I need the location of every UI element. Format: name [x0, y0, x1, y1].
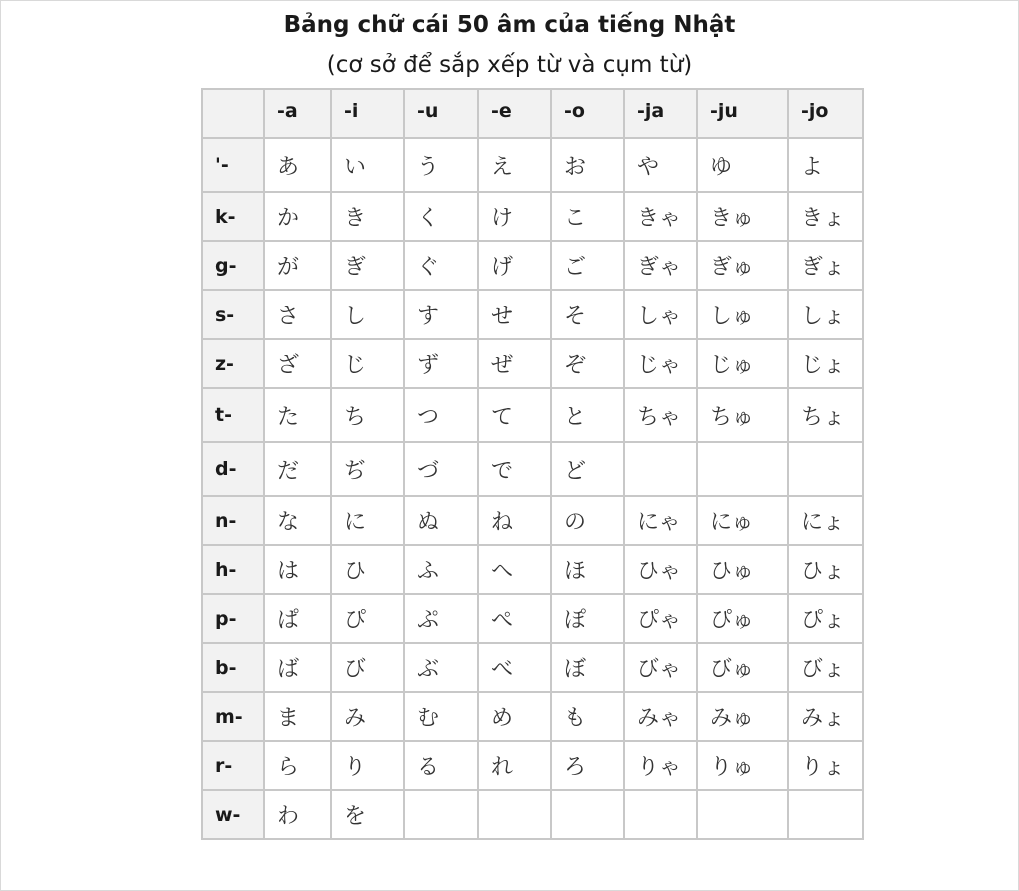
kana-cell: て — [478, 388, 551, 442]
kana-cell: つ — [404, 388, 478, 442]
kana-cell: お — [551, 138, 624, 192]
kana-cell: しゅ — [697, 290, 788, 339]
kana-cell: さ — [264, 290, 331, 339]
kana-cell: きょ — [788, 192, 863, 241]
kana-cell: ど — [551, 442, 624, 496]
kana-cell: ちゅ — [697, 388, 788, 442]
kana-cell — [697, 790, 788, 839]
kana-cell: ぎゅ — [697, 241, 788, 290]
kana-cell: りゅ — [697, 741, 788, 790]
kana-cell: ろ — [551, 741, 624, 790]
kana-cell: じゃ — [624, 339, 697, 388]
kana-cell: ぎょ — [788, 241, 863, 290]
row-header: '- — [202, 138, 264, 192]
kana-cell: ふ — [404, 545, 478, 594]
kana-cell: りょ — [788, 741, 863, 790]
kana-cell: ひ — [331, 545, 404, 594]
table-row — [202, 594, 863, 643]
kana-cell: ぴ — [331, 594, 404, 643]
kana-table — [201, 88, 864, 840]
kana-cell: じゅ — [697, 339, 788, 388]
kana-cell: せ — [478, 290, 551, 339]
kana-cell: ほ — [551, 545, 624, 594]
row-header: b- — [202, 643, 264, 692]
kana-cell — [624, 442, 697, 496]
kana-cell: が — [264, 241, 331, 290]
kana-cell: ぞ — [551, 339, 624, 388]
kana-cell: し — [331, 290, 404, 339]
kana-cell: い — [331, 138, 404, 192]
kana-cell: じょ — [788, 339, 863, 388]
kana-cell: で — [478, 442, 551, 496]
kana-cell: よ — [788, 138, 863, 192]
kana-cell: ざ — [264, 339, 331, 388]
kana-cell: ぷ — [404, 594, 478, 643]
row-header: h- — [202, 545, 264, 594]
kana-cell: ゆ — [697, 138, 788, 192]
kana-cell: ひょ — [788, 545, 863, 594]
kana-cell — [788, 790, 863, 839]
kana-cell: びょ — [788, 643, 863, 692]
kana-cell: む — [404, 692, 478, 741]
kana-cell: に — [331, 496, 404, 545]
page-subtitle: (cơ sở để sắp xếp từ và cụm từ) — [326, 52, 693, 78]
kana-cell: にょ — [788, 496, 863, 545]
column-header-jo: -jo — [788, 89, 863, 138]
row-header: t- — [202, 388, 264, 442]
kana-cell: だ — [264, 442, 331, 496]
kana-cell: しゃ — [624, 290, 697, 339]
kana-cell: ば — [264, 643, 331, 692]
row-header: p- — [202, 594, 264, 643]
kana-cell: を — [331, 790, 404, 839]
table-body — [202, 138, 863, 839]
kana-cell: な — [264, 496, 331, 545]
kana-cell: ぴゅ — [697, 594, 788, 643]
kana-cell: ご — [551, 241, 624, 290]
table-row — [202, 741, 863, 790]
kana-cell: り — [331, 741, 404, 790]
column-header-ju: -ju — [697, 89, 788, 138]
kana-cell: ぶ — [404, 643, 478, 692]
table-row — [202, 241, 863, 290]
kana-cell: みゃ — [624, 692, 697, 741]
kana-cell: びゃ — [624, 643, 697, 692]
kana-cell: ぜ — [478, 339, 551, 388]
kana-cell: ね — [478, 496, 551, 545]
kana-cell: ぐ — [404, 241, 478, 290]
column-header-i: -i — [331, 89, 404, 138]
table-row — [202, 290, 863, 339]
kana-cell: ぴゃ — [624, 594, 697, 643]
kana-cell: みょ — [788, 692, 863, 741]
row-header: d- — [202, 442, 264, 496]
kana-cell: や — [624, 138, 697, 192]
kana-cell: ぽ — [551, 594, 624, 643]
table-row — [202, 138, 863, 192]
kana-cell: ぴょ — [788, 594, 863, 643]
kana-cell: れ — [478, 741, 551, 790]
table-row — [202, 388, 863, 442]
column-header-ja: -ja — [624, 89, 697, 138]
table-row — [202, 643, 863, 692]
kana-cell: ず — [404, 339, 478, 388]
kana-cell: ち — [331, 388, 404, 442]
kana-cell: か — [264, 192, 331, 241]
kana-cell — [478, 790, 551, 839]
kana-cell: びゅ — [697, 643, 788, 692]
table-row — [202, 790, 863, 839]
table-header-row — [202, 89, 863, 138]
kana-cell: け — [478, 192, 551, 241]
table-row — [202, 496, 863, 545]
kana-cell: え — [478, 138, 551, 192]
kana-cell: た — [264, 388, 331, 442]
kana-cell: る — [404, 741, 478, 790]
column-header-a: -a — [264, 89, 331, 138]
kana-cell: あ — [264, 138, 331, 192]
row-header: g- — [202, 241, 264, 290]
column-header-u: -u — [404, 89, 478, 138]
kana-cell: ぼ — [551, 643, 624, 692]
kana-cell — [697, 442, 788, 496]
kana-cell: きゅ — [697, 192, 788, 241]
kana-cell: び — [331, 643, 404, 692]
kana-cell — [551, 790, 624, 839]
kana-cell: ぢ — [331, 442, 404, 496]
kana-cell — [788, 442, 863, 496]
kana-cell: じ — [331, 339, 404, 388]
kana-cell: こ — [551, 192, 624, 241]
kana-cell: ぺ — [478, 594, 551, 643]
kana-cell — [404, 790, 478, 839]
kana-cell: は — [264, 545, 331, 594]
row-header: w- — [202, 790, 264, 839]
kana-cell: にゅ — [697, 496, 788, 545]
table-row — [202, 339, 863, 388]
kana-cell: と — [551, 388, 624, 442]
kana-cell: づ — [404, 442, 478, 496]
kana-cell: ぬ — [404, 496, 478, 545]
table-row — [202, 692, 863, 741]
kana-cell — [624, 790, 697, 839]
kana-cell: ぱ — [264, 594, 331, 643]
table-row — [202, 442, 863, 496]
kana-cell: みゅ — [697, 692, 788, 741]
kana-cell: の — [551, 496, 624, 545]
page-title: Bảng chữ cái 50 âm của tiếng Nhật — [283, 12, 736, 38]
header-corner — [202, 89, 264, 138]
kana-cell: しょ — [788, 290, 863, 339]
kana-cell: ひゃ — [624, 545, 697, 594]
row-header: m- — [202, 692, 264, 741]
kana-cell: わ — [264, 790, 331, 839]
kana-cell: へ — [478, 545, 551, 594]
kana-cell: み — [331, 692, 404, 741]
row-header: k- — [202, 192, 264, 241]
kana-cell: にゃ — [624, 496, 697, 545]
row-header: z- — [202, 339, 264, 388]
kana-cell: べ — [478, 643, 551, 692]
column-header-o: -o — [551, 89, 624, 138]
kana-cell: す — [404, 290, 478, 339]
kana-cell: きゃ — [624, 192, 697, 241]
kana-cell: め — [478, 692, 551, 741]
kana-cell: ひゅ — [697, 545, 788, 594]
kana-cell: りゃ — [624, 741, 697, 790]
kana-cell: げ — [478, 241, 551, 290]
kana-cell: く — [404, 192, 478, 241]
table-row — [202, 545, 863, 594]
kana-cell: そ — [551, 290, 624, 339]
kana-cell: ま — [264, 692, 331, 741]
row-header: s- — [202, 290, 264, 339]
kana-cell: ちゃ — [624, 388, 697, 442]
kana-cell: き — [331, 192, 404, 241]
kana-cell: ぎゃ — [624, 241, 697, 290]
kana-cell: も — [551, 692, 624, 741]
row-header: n- — [202, 496, 264, 545]
kana-cell: ぎ — [331, 241, 404, 290]
column-header-e: -e — [478, 89, 551, 138]
table-row — [202, 192, 863, 241]
kana-cell: ちょ — [788, 388, 863, 442]
kana-cell: ら — [264, 741, 331, 790]
kana-cell: う — [404, 138, 478, 192]
row-header: r- — [202, 741, 264, 790]
